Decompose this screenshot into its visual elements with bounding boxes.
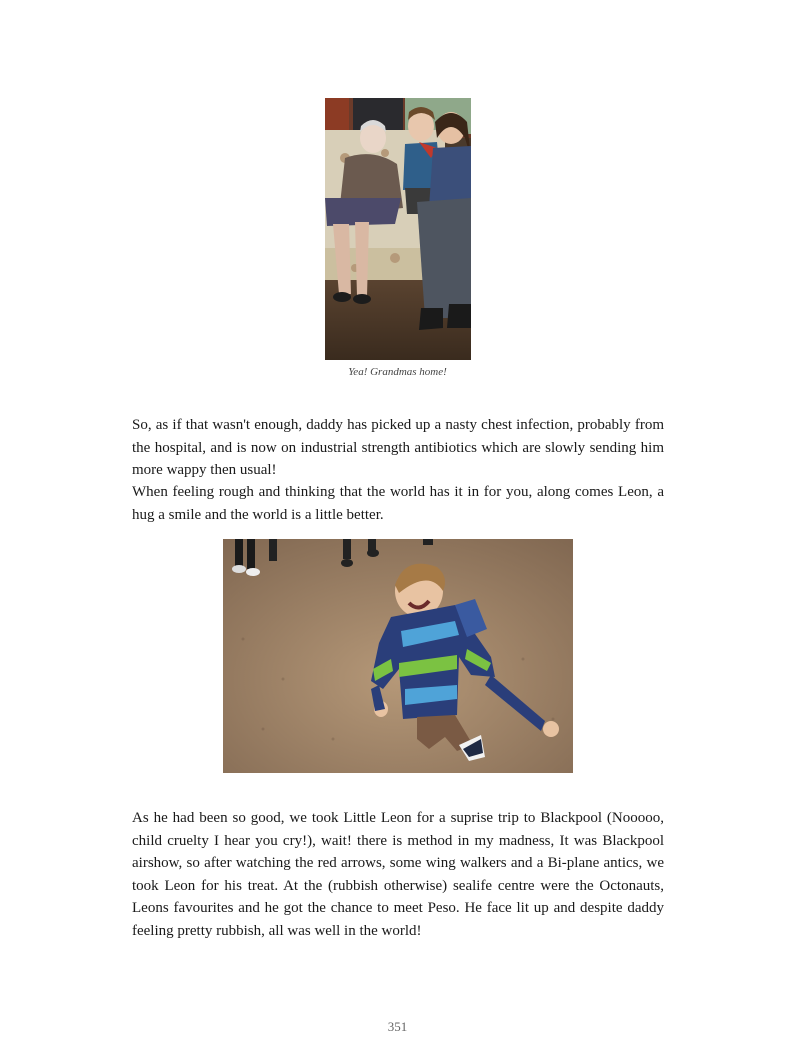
paragraph-leon-hug: When feeling rough and thinking that the world has it in for you, along comes Leon, a hug a smile and the world is a little better. <box>132 484 664 523</box>
photo-grandma-home <box>325 98 471 360</box>
photo-caption: Yea! Grandmas home! <box>348 366 447 378</box>
paragraph-chest-infection: So, as if that wasn't enough, daddy has picked up a nasty chest infection, probably from the hospital, and is now on industrial strength antibiotics which are slowly sending him more wappy then usual! <box>132 417 664 478</box>
photo-leon-running <box>223 539 573 773</box>
photo-grandma-illustration <box>325 98 471 360</box>
paragraph-blackpool-trip: As he had been so good, we took Little Leon for a suprise trip to Blackpool (Nooooo, child cruelty I hear you cry!), wait! there is method in my madness, It was Blackpool airshow, so after watching the red arrows, some wing walkers and a Bi-plane antics, we took Leon for his treat. At the (rubbish otherwise) sealife centre were the Octonauts, Leons favourites and he got the chance to meet Peso. He face lit up and despite daddy feeling pretty rubbish, all was well in the world! <box>132 810 664 939</box>
page-number: 351 <box>387 1019 408 1034</box>
photo-leon-illustration <box>223 539 573 773</box>
